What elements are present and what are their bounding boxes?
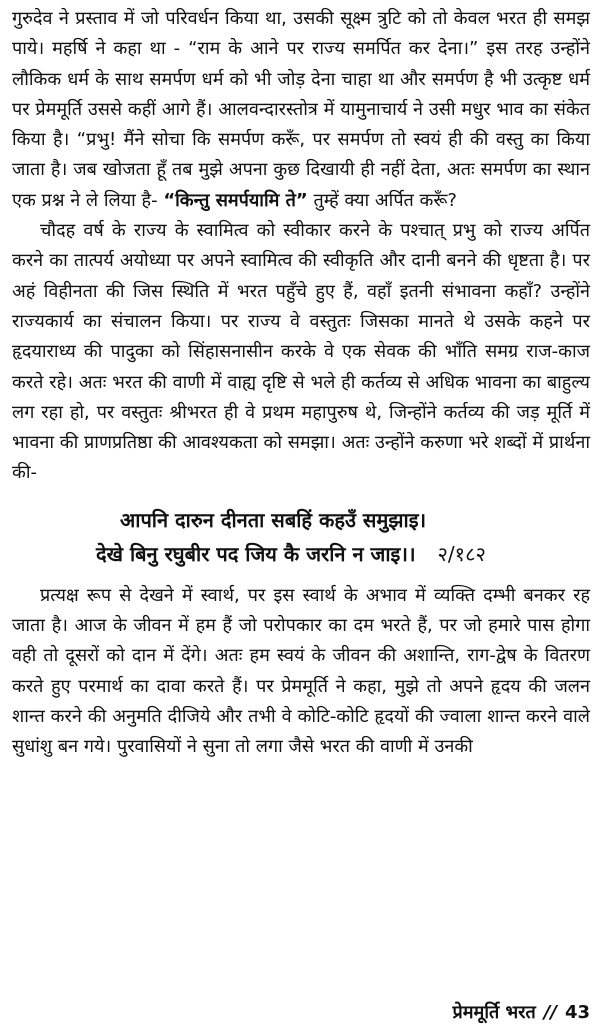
paragraph-1 — [12, 4, 590, 216]
paragraph-2: चौदह वर्ष के राज्य के स्वामित्व को स्वीकार करने के पश्चात् प्रभु को राज्य अर्पित करने का तात्पर्य अयोध्या पर अपने स्वामित्व की स्वीकृति और दानी बनने की धृष्टता है। पर अहं विहीनता की जिस स्थिति में भरत पहुँचे हुए हैं, वहाँ इतनी संभावना कहाँ? उन्होंने राज्यकार्य का संचालन किया। पर राज्य वे वस्तुतः जिसका मानते थे उसके कहने पर हृदयाराध्य की पादुका को सिंहासनासीन करके वे एक सेवक की भाँति समग्र राज-काज करते रहे। अतः भरत की वाणी में वाह्य दृष्टि से भले ही कर्तव्य से अधिक भावना का बाहुल्य लग रहा हो, पर वस्तुतः श्रीभरत ही वे प्रथम महापुरुष थे, जिन्होंने कर्तव्य की जड़ मूर्ति में भावना की प्राणप्रतिष्ठा की आवश्यकता को समझा। अतः उन्होंने करुणा भरे शब्दों में प्रार्थना की- — [12, 220, 590, 484]
page-number: 43 — [564, 1002, 590, 1023]
verse-line-1: आपनि दारुन दीनता सबहिं कहउँ समुझाइ। — [120, 507, 427, 532]
footer-separator: // — [543, 1002, 557, 1023]
footer-book-title: प्रेममूर्ति भरत — [452, 1002, 536, 1023]
page-footer — [0, 1000, 590, 1024]
page-body — [12, 4, 590, 763]
paragraph-1-text-a: गुरुदेव ने प्रस्ताव में जो परिवर्धन किया था, उसकी सूक्ष्म त्रुटि को तो केवल भरत ही समझ पाये। महर्षि ने कहा था - “राम के आने पर राज्य समर्पित कर देना।” इस तरह उन्होंने लौकिक धर्म के साथ समर्पण धर्म को भी जोड़ देना चाहा था और समर्पण है भी उत्कृष्ट धर्म पर प्रेममूर्ति उससे कहीं आगे हैं। आलवन्दारस्तोत्र में यामुनाचार्य ने उसी मधुर भाव का संकेत किया है। “प्रभु! मैंने सोचा कि समर्पण करूँ, पर समर्पण तो स्वयं ही की वस्तु का किया जाता है। जब खोजता हूँ तब मुझे अपना कुछ दिखायी ही नहीं देता, अतः समर्पण का स्थान एक प्रश्न ने ले लिया है- — [12, 8, 590, 211]
paragraph-3: प्रत्यक्ष रूप से देखने में स्वार्थ, पर इस स्वार्थ के अभाव में व्यक्ति दम्भी बनकर रह जाता है। आज के जीवन में हम हैं जो परोपकार का दम भरते हैं, पर जो हमारे पास होगा वही तो दूसरों को दान में देंगे। अतः हम स्वयं के जीवन की अशान्ति, राग-द्वेष के वितरण करते हुए परमार्थ का दावा करते हैं। पर प्रेममूर्ति ने कहा, मुझे तो अपने हृदय की जलन शान्त करने की अनुमति दीजिये और तभी वे कोटि-कोटि हृदयों की ज्वाला शान्त करने वाले सुधांशु बन गये। पुरवासियों ने सुना तो लगा जैसे भरत की वाणी में उनकी — [12, 584, 590, 758]
verse-line-2-text: देखे बिनु रघुबीर पद जिय कै जरनि न जाइ।। — [96, 541, 416, 566]
paragraph-1-quote: “किन्तु समर्पयामि ते” — [163, 189, 308, 211]
verse-line-2 — [12, 537, 590, 571]
verse-reference: २/१८२ — [437, 541, 486, 566]
verse-block — [12, 503, 590, 571]
paragraph-1-text-b: तुम्हें क्या अर्पित करूँ? — [313, 189, 457, 211]
